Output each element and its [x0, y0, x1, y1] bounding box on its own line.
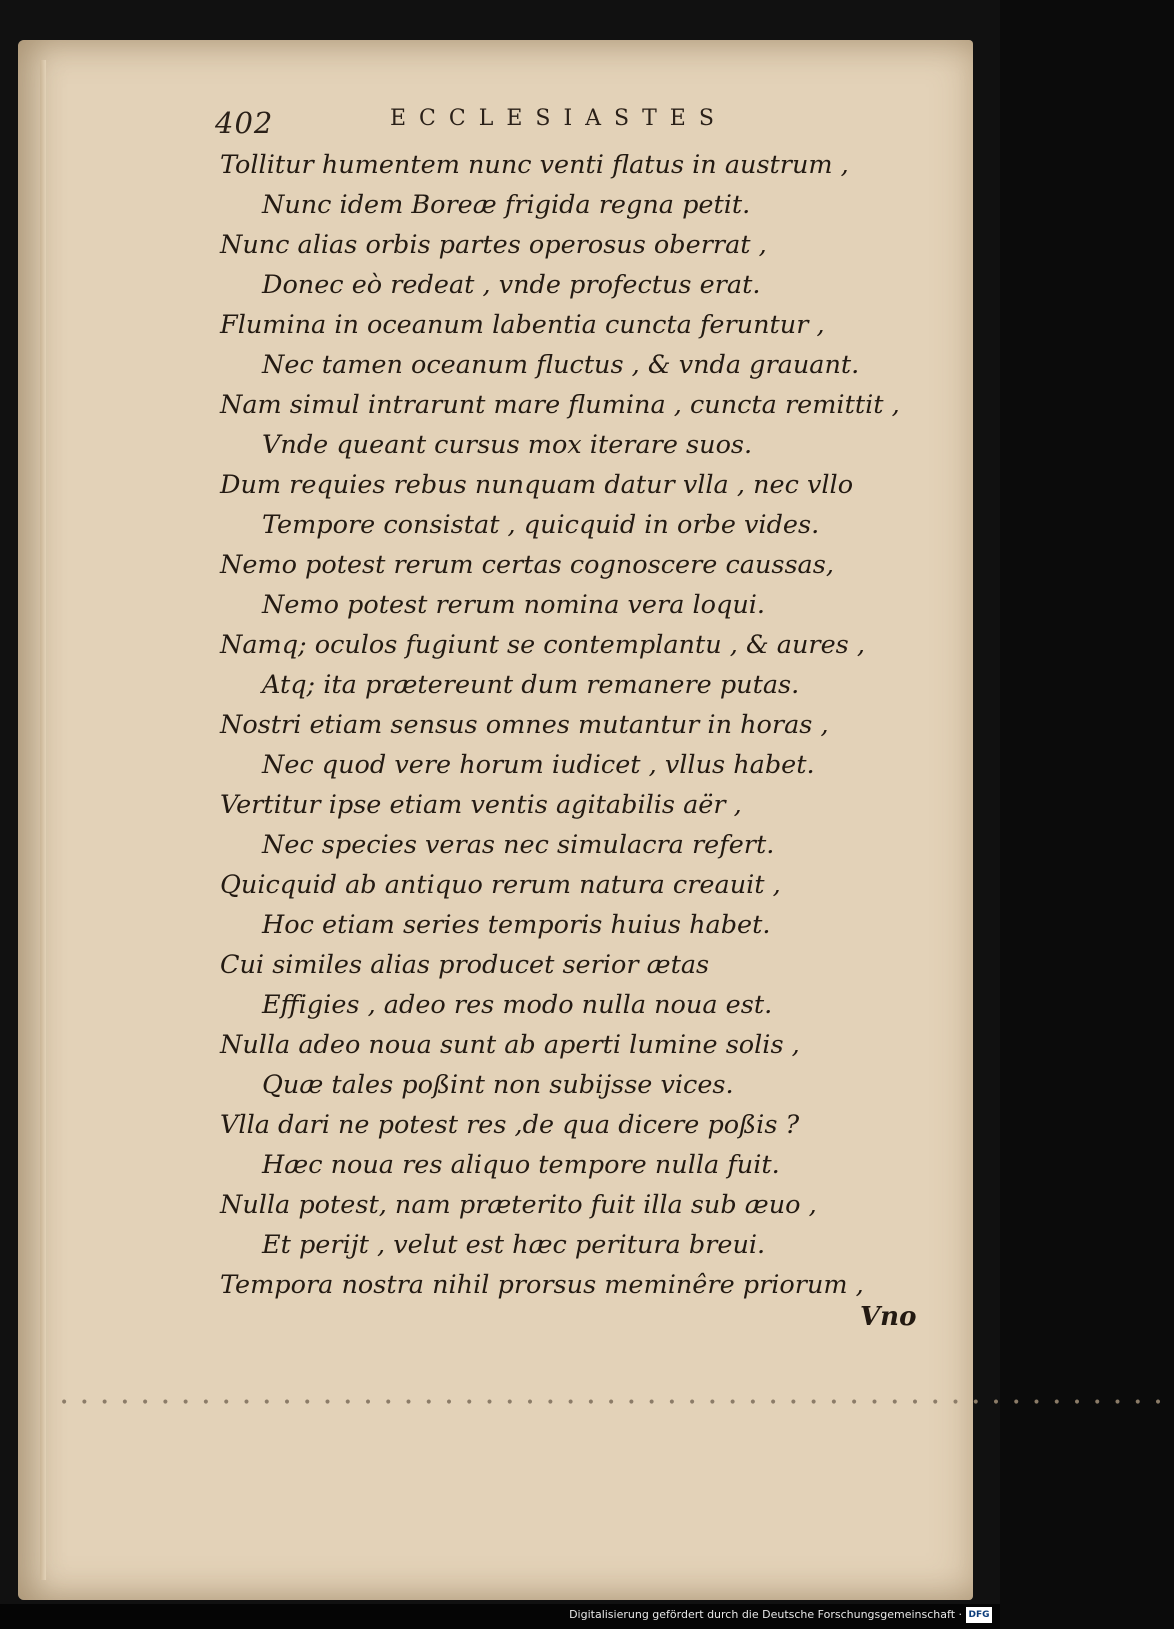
running-title: ECCLESIASTES — [390, 106, 727, 131]
verse-line: Effigies , adeo res modo nulla noua est. — [262, 990, 773, 1020]
verse-line: Nulla adeo noua sunt ab aperti lumine solis , — [220, 1030, 800, 1060]
verse-line: Nulla potest, nam præterito fuit illa sub æuo , — [220, 1190, 817, 1220]
page-number: 402 — [215, 106, 274, 140]
catchword: Vno — [860, 1302, 917, 1332]
verse-line: Vlla dari ne potest res ,de qua dicere poßis ? — [220, 1110, 800, 1140]
verse-line: Nostri etiam sensus omnes mutantur in horas , — [220, 710, 829, 740]
digitization-credit: Digitalisierung gefördert durch die Deutsche Forschungsgemeinschaft · — [569, 1608, 962, 1621]
verse-line: Vertitur ipse etiam ventis agitabilis aër , — [220, 790, 742, 820]
verse-line: Dum requies rebus nunquam datur vlla , nec vllo — [220, 470, 854, 500]
verse-line: Flumina in oceanum labentia cuncta feruntur , — [220, 310, 825, 340]
verse-line: Nunc idem Boreæ frigida regna petit. — [262, 190, 751, 220]
dfg-logo: DFG — [966, 1607, 992, 1623]
verse-line: Donec eò redeat , vnde profectus erat. — [262, 270, 761, 300]
verse-line: Namq; oculos fugiunt se contemplantu , & aures , — [220, 630, 865, 660]
verse-line: Tollitur humentem nunc venti flatus in austrum , — [220, 150, 849, 180]
verse-line: Nec quod vere horum iudicet , vllus habet. — [262, 750, 815, 780]
verse-line: Nemo potest rerum certas cognoscere caussas, — [220, 550, 834, 580]
stitch-holes: ••••••••••••••••••••••••••••••••••••••••••••••••••••••• — [60, 1395, 1174, 1411]
verse-line: Et perijt , velut est hæc peritura breui. — [262, 1230, 766, 1260]
verse-line: Quicquid ab antiquo rerum natura creauit , — [220, 870, 781, 900]
verse-line: Nec tamen oceanum fluctus , & vnda grauant. — [262, 350, 860, 380]
verse-line: Quæ tales poßint non subijsse vices. — [262, 1070, 734, 1100]
verse-line: Nemo potest rerum nomina vera loqui. — [262, 590, 766, 620]
verse-line: Nam simul intrarunt mare flumina , cuncta remittit , — [220, 390, 900, 420]
verse-line: Vnde queant cursus mox iterare suos. — [262, 430, 753, 460]
verse-line: Nunc alias orbis partes operosus oberrat , — [220, 230, 767, 260]
verse-line: Nec species veras nec simulacra refert. — [262, 830, 775, 860]
verse-line: Tempore consistat , quicquid in orbe vides. — [262, 510, 820, 540]
verse-line: Hoc etiam series temporis huius habet. — [262, 910, 771, 940]
verse-line: Cui similes alias producet serior ætas — [220, 950, 710, 980]
verse-line: Hæc noua res aliquo tempore nulla fuit. — [262, 1150, 780, 1180]
verse-line: Atq; ita prætereunt dum remanere putas. — [262, 670, 800, 700]
verse-line: Tempora nostra nihil prorsus meminêre priorum , — [220, 1270, 864, 1300]
